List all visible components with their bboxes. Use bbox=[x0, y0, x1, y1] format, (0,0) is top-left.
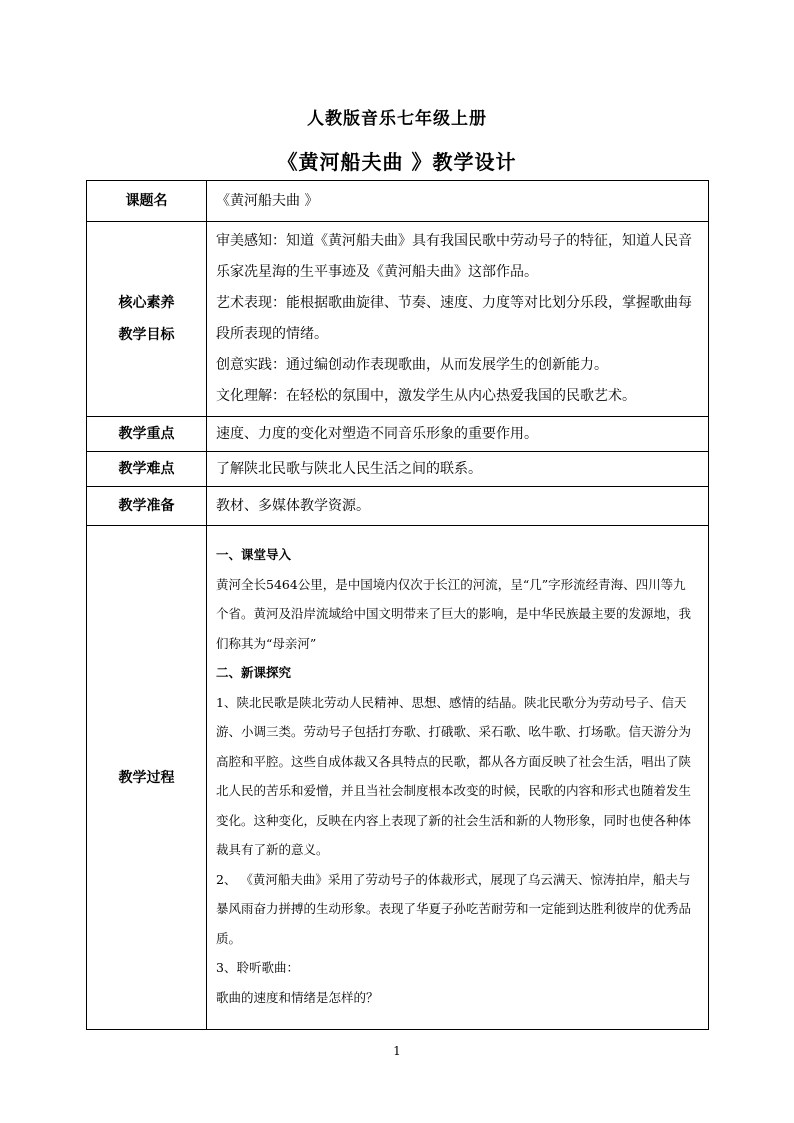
table-row-difficulty bbox=[87, 452, 709, 487]
page-number: 1 bbox=[393, 1044, 401, 1058]
preparation-value: 教材、多媒体教学资源。 bbox=[207, 487, 709, 526]
document-title: 人教版音乐七年级上册 bbox=[307, 109, 487, 129]
goal-aesthetic: 审美感知：知道《黄河船夫曲》具有我国民歌中劳动号子的特征，知道人民音乐家冼星海的生平事迹及《黄河船夫曲》这部作品。 bbox=[216, 233, 692, 280]
topic-label: 课题名 bbox=[87, 181, 207, 222]
table-row-topic bbox=[87, 181, 709, 222]
goals-label: 核心素养 教学目标 bbox=[87, 222, 207, 417]
difficulty-value: 了解陕北民歌与陕北人民生活之间的联系。 bbox=[207, 452, 709, 487]
table-row-process bbox=[87, 526, 709, 1030]
goals-list bbox=[207, 222, 709, 417]
explore-point-3: 3、聆听歌曲： bbox=[216, 960, 299, 975]
topic-value: 《黄河船夫曲 》 bbox=[207, 181, 709, 222]
table-row-key-point bbox=[87, 417, 709, 452]
key-point-label: 教学重点 bbox=[87, 417, 207, 452]
preparation-label: 教学准备 bbox=[87, 487, 207, 526]
difficulty-label: 教学难点 bbox=[87, 452, 207, 487]
section-heading-intro: 一、课堂导入 bbox=[216, 547, 292, 562]
section-text-intro: 黄河全长5464公里，是中国境内仅次于长江的河流，呈“几”字形流经青海、四川等九个省。黄河及沿岸流域给中国文明带来了巨大的影响，是中华民族最主要的发源地，我们称其为“母亲河” bbox=[216, 576, 692, 651]
table-row-preparation bbox=[87, 487, 709, 526]
goal-creative: 创意实践：通过编创动作表现歌曲，从而发展学生的创新能力。 bbox=[216, 357, 608, 373]
goal-culture: 文化理解：在轻松的氛围中，激发学生从内心热爱我国的民歌艺术。 bbox=[216, 388, 636, 404]
key-point-value: 速度、力度的变化对塑造不同音乐形象的重要作用。 bbox=[207, 417, 709, 452]
table-row-goals bbox=[87, 222, 709, 417]
goal-expression: 艺术表现：能根据歌曲旋律、节奏、速度、力度等对比划分乐段，掌握歌曲每段所表现的情绪。 bbox=[216, 295, 692, 342]
lesson-plan-table bbox=[86, 180, 709, 1030]
process-label: 教学过程 bbox=[87, 526, 207, 1030]
process-content bbox=[207, 526, 709, 1030]
document-subtitle: 《黄河船夫曲 》教学设计 bbox=[277, 150, 517, 174]
explore-point-1: 1、陕北民歌是陕北劳动人民精神、思想、感情的结晶。陕北民歌分为劳动号子、信天游、小调三类。劳动号子包括打夯歌、打硪歌、采石歌、吆牛歌、打场歌。信天游分为高腔和平腔。这些自成体裁又各具特点的民歌，都从各方面反映了社会生活，唱出了陕北人民的苦乐和爱憎，并且当社会制度根本改变的时候，民歌的内容和形式也随着发生变化。这种变化，反映在内容上表现了新的社会生活和新的人物形象，同时也使各种体裁具有了新的意义。 bbox=[216, 694, 692, 857]
section-heading-explore: 二、新课探究 bbox=[216, 665, 292, 680]
listening-question: 歌曲的速度和情绪是怎样的？ bbox=[216, 989, 379, 1005]
explore-point-2: 2、 《黄河船夫曲》采用了劳动号子的体裁形式，展现了乌云满天、惊涛拍岸，船夫与暴风雨奋力拼搏的生动形象。表现了华夏子孙吃苦耐劳和一定能到达胜利彼岸的优秀品质。 bbox=[216, 871, 692, 946]
